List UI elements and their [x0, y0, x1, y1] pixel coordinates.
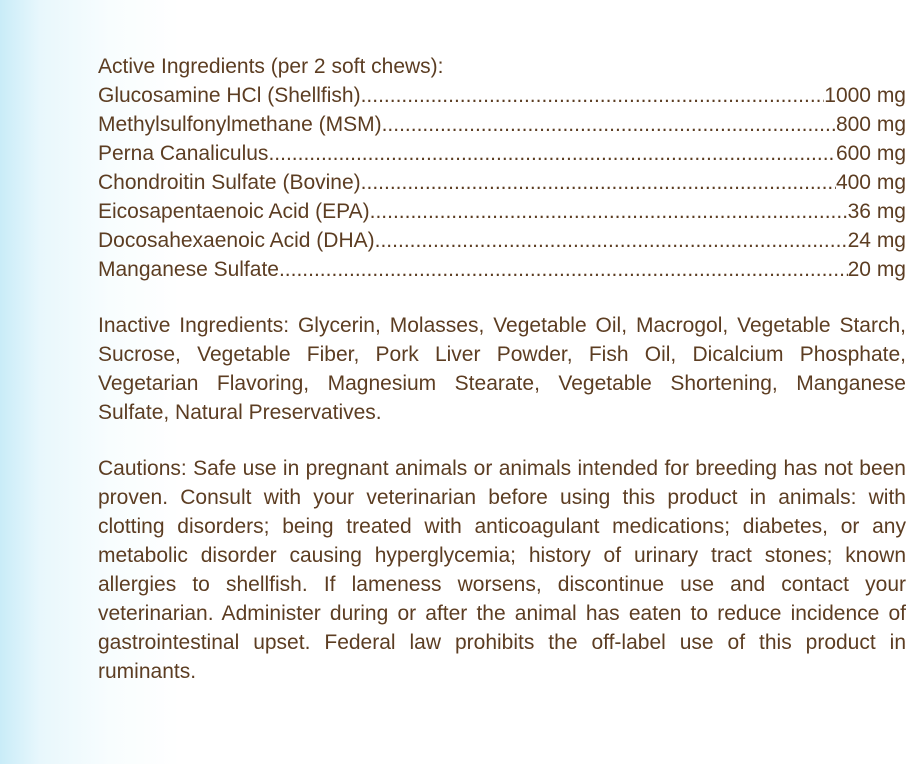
cautions-paragraph: Cautions: Safe use in pregnant animals or animals intended for breeding has not been proven. Consult with your veterinarian before using this product in animals: with clotting disorders; being treated with anticoagulant medications; diabetes, or any metabolic disorder causing hyperglycemia; history of urinary tract stones; known allergies to shellfish. If lameness worsens, discontinue use and contact your veterinarian. Administer during or after the animal has eaten to reduce incidence of gastrointestinal upset. Federal law prohibits the off-label use of this product in ruminants.	[98, 457, 906, 683]
ingredient-amount: 1000 mg	[824, 84, 906, 107]
inactive-ingredients-paragraph: Inactive Ingredients: Glycerin, Molasses, Vegetable Oil, Macrogol, Vegetable Starch, Sucrose, Vegetable Fiber, Pork Liver Powder, Fish Oil, Dicalcium Phosphate, Vegetarian Flavoring, Magnesium Stearate, Vegetable Shortening, Manganese Sulfate, Natural Preservatives.	[98, 314, 906, 424]
ingredient-row	[98, 197, 906, 226]
ingredient-row	[98, 139, 906, 168]
ingredient-row	[98, 255, 906, 284]
ingredient-row	[98, 226, 906, 255]
ingredient-row	[98, 110, 906, 139]
ingredient-amount: 20 mg	[847, 258, 906, 281]
dot-leader	[268, 139, 836, 168]
dot-leader	[279, 255, 848, 284]
ingredient-name: Methylsulfonylmethane (MSM)	[98, 113, 382, 136]
ingredient-amount: 800 mg	[835, 113, 906, 136]
ingredient-name: Manganese Sulfate	[98, 258, 279, 281]
section-spacer	[98, 427, 906, 454]
dot-leader	[370, 197, 848, 226]
ingredient-row	[98, 81, 906, 110]
ingredient-name: Docosahexaenoic Acid (DHA)	[98, 229, 375, 252]
active-ingredients-heading: Active Ingredients (per 2 soft chews):	[98, 55, 444, 78]
ingredient-amount: 400 mg	[835, 171, 906, 194]
section-spacer	[98, 284, 906, 311]
dot-leader	[361, 81, 825, 110]
ingredient-name: Perna Canaliculus	[98, 142, 269, 165]
dot-leader	[382, 110, 836, 139]
ingredient-amount: 600 mg	[835, 142, 906, 165]
dot-leader	[361, 168, 836, 197]
ingredient-name: Eicosapentaenoic Acid (EPA)	[98, 200, 370, 223]
ingredient-row	[98, 168, 906, 197]
ingredient-amount: 24 mg	[847, 229, 906, 252]
ingredient-amount: 36 mg	[847, 200, 906, 223]
ingredient-name: Glucosamine HCl (Shellfish)	[98, 84, 361, 107]
dot-leader	[375, 226, 848, 255]
label-text-block	[98, 52, 906, 686]
ingredient-name: Chondroitin Sulfate (Bovine)	[98, 171, 361, 194]
